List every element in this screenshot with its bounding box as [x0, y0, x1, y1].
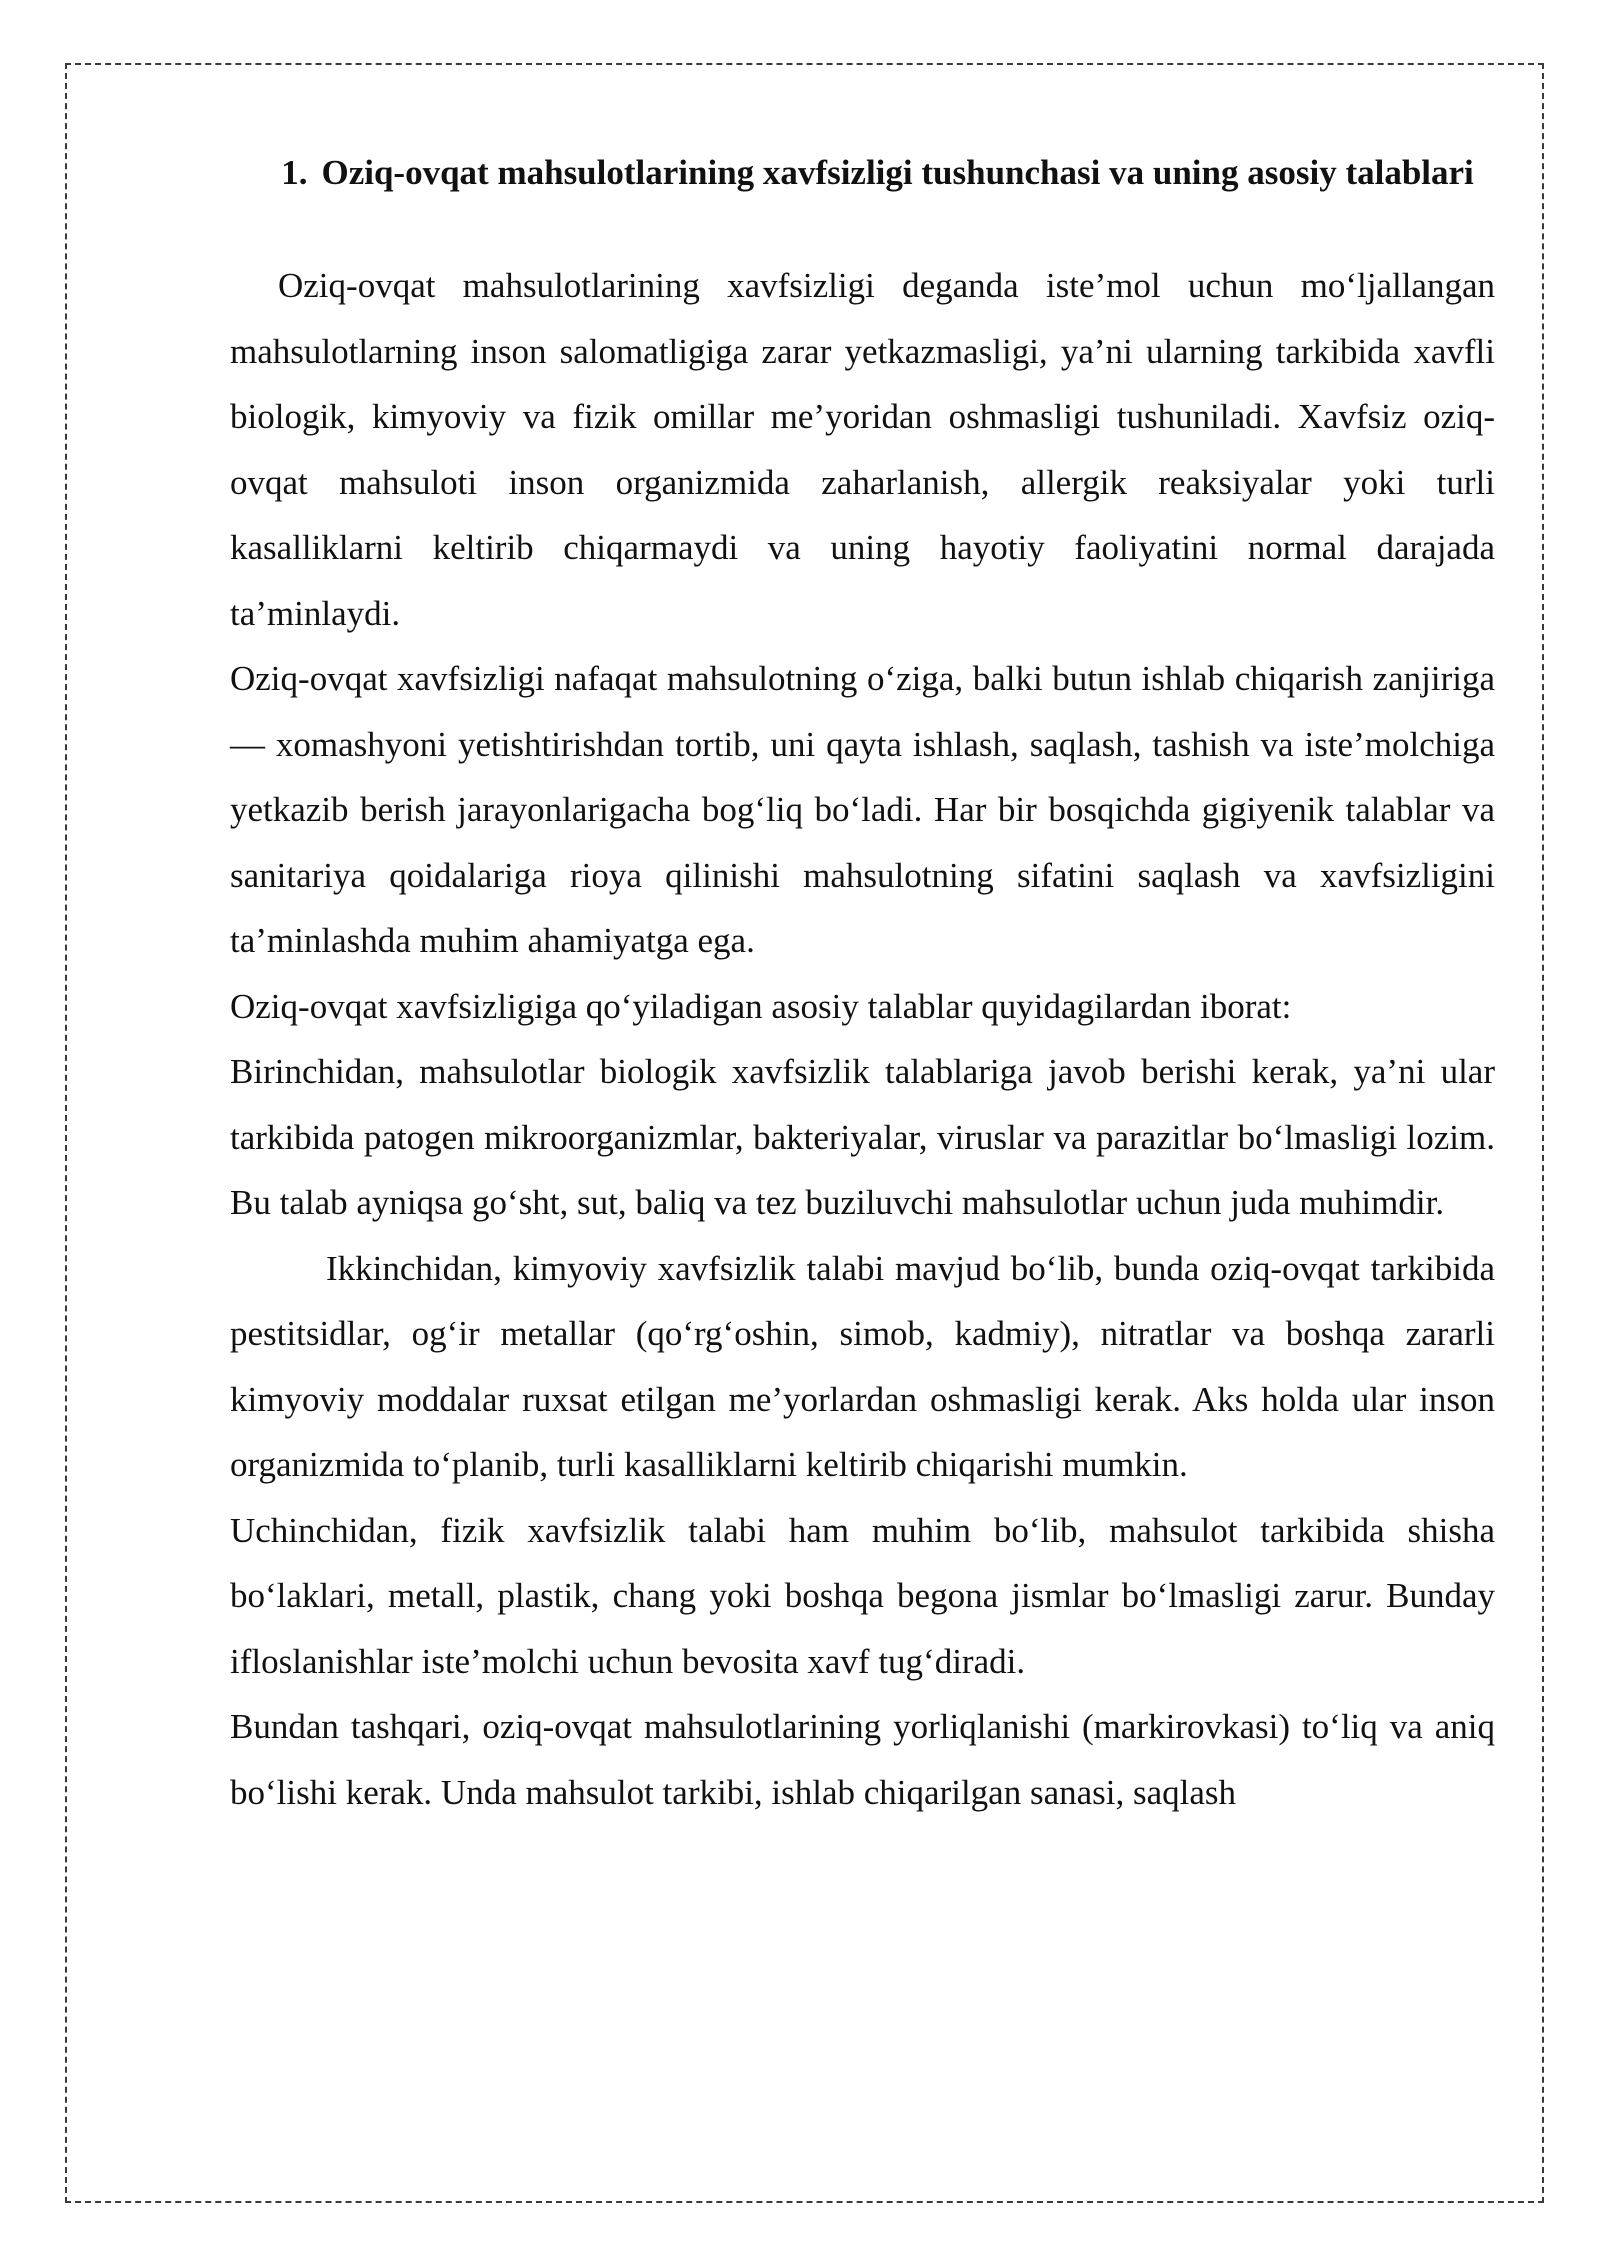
paragraph-production-chain: Oziq-ovqat xavfsizligi nafaqat mahsulotning o‘ziga, balki butun ishlab chiqarish zanjiriga — xomashyoni yetishtirishdan tortib, uni qayta ishlash, saqlash, tashish va iste’molchiga yetkazib berish jarayonlarigacha bog‘liq bo‘ladi. Har bir bosqichda gigiyenik talablar va sanitariya qoidalariga rioya qilinishi mahsulotning sifatini saqlash va xavfsizligini ta’minlashda muhim ahamiyatga ega.: [230, 659, 1495, 960]
paragraph-chemical: Ikkinchidan, kimyoviy xavfsizlik talabi mavjud bo‘lib, bunda oziq-ovqat tarkibida pestitsidlar, og‘ir metallar (qo‘rg‘oshin, simob, kadmiy), nitratlar va boshqa zararli kimyoviy moddalar ruxsat etilgan me’yorlardan oshmasligi kerak. Aks holda ular inson organizmida to‘planib, turli kasalliklarni keltirib chiqarishi mumkin.: [230, 1248, 1495, 1484]
document-body: [230, 253, 1495, 1825]
section-heading: [230, 140, 1495, 205]
heading-text: Oziq-ovqat mahsulotlarining xavfsizligi tushunchasi va uning asosiy talablari: [321, 153, 1474, 192]
heading-number: 1.: [281, 153, 308, 192]
paragraph-physical: Uchinchidan, fizik xavfsizlik talabi ham muhim bo‘lib, mahsulot tarkibida shisha bo‘laklari, metall, plastik, chang yoki boshqa begona jismlar bo‘lmasligi zarur. Bunday ifloslanishlar iste’molchi uchun bevosita xavf tug‘diradi.: [230, 1510, 1495, 1681]
paragraph-labeling: Bundan tashqari, oziq-ovqat mahsulotlarining yorliqlanishi (markirovkasi) to‘liq va aniq bo‘lishi kerak. Unda mahsulot tarkibi, ishlab chiqarilgan sanasi, saqlash: [230, 1707, 1495, 1812]
paragraph-requirements-intro: Oziq-ovqat xavfsizligiga qo‘yiladigan asosiy talablar quyidagilardan iborat:: [230, 986, 1292, 1026]
document-content: [230, 140, 1495, 1825]
paragraph-biological: Birinchidan, mahsulotlar biologik xavfsizlik talablariga javob berishi kerak, ya’ni ular tarkibida patogen mikroorganizmlar, bakteriyalar, viruslar va parazitlar bo‘lmasligi lozim. Bu talab ayniqsa go‘sht, sut, baliq va tez buziluvchi mahsulotlar uchun juda muhimdir.: [230, 1052, 1495, 1222]
paragraph-definition: Oziq-ovqat mahsulotlarining xavfsizligi deganda iste’mol uchun mo‘ljallangan mahsulotlarning inson salomatligiga zarar yetkazmasligi, ya’ni ularning tarkibida xavfli biologik, kimyoviy va fizik omillar me’yoridan oshmasligi tushuniladi. Xavfsiz oziq-ovqat mahsuloti inson organizmida zaharlanish, allergik reaksiyalar yoki turli kasalliklarni keltirib chiqarmaydi va uning hayotiy faoliyatini normal darajada ta’minlaydi.: [230, 266, 1495, 633]
